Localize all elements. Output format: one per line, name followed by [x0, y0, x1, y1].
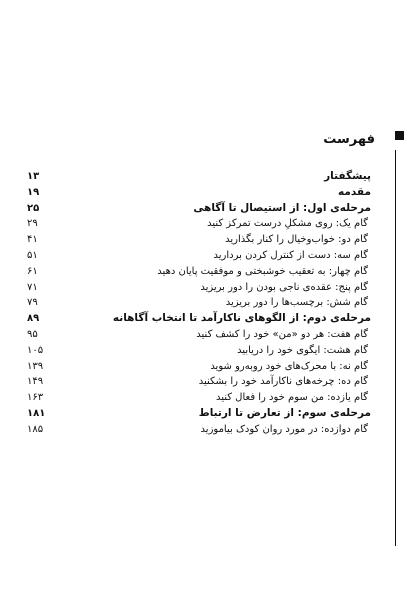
section-marker: [395, 131, 404, 140]
page-title: فهرست: [323, 132, 375, 147]
toc-page-number: ۱۸۵: [27, 423, 44, 435]
toc-page-number: ۷۹: [27, 297, 38, 309]
toc-step-row: [27, 232, 371, 248]
toc-page-number: ۲۹: [27, 218, 38, 230]
toc-page-number: ۱۶۳: [27, 392, 44, 404]
toc-entry-title: گام یازده: من سوم خود را فعال کنید: [215, 392, 368, 404]
toc-page-number: ۴۱: [27, 234, 38, 246]
toc-entry-title: پیشگفتار: [324, 170, 371, 182]
toc-step-row: [27, 359, 371, 375]
toc-page-number: ۱۰۵: [27, 344, 44, 356]
toc-entry-title: گام چهار: به تعقیب خوشبختی و موفقیت پایان دهید: [157, 265, 368, 277]
toc-entry-title: مرحله‌ی سوم: از تعارض تا ارتباط: [198, 406, 371, 419]
toc-step-row: [27, 280, 371, 296]
toc-step-row: [27, 295, 371, 311]
toc-entry-title: گام هفت: هر دو «من» خود را کشف کنید: [196, 328, 368, 340]
toc-entry-title: گام ده: چرخه‌های ناکارآمد خود را بشکنید: [198, 376, 368, 388]
toc-page-number: ۸۹: [27, 313, 40, 325]
toc-entry-title: مرحله‌ی دوم: از الگوهای ناکارآمد تا انتخاب آگاهانه: [112, 312, 371, 325]
toc-page-number: ۱۴۹: [27, 376, 44, 388]
toc-section-row: [27, 406, 371, 422]
toc-step-row: [27, 343, 371, 359]
toc-page-number: ۷۱: [27, 281, 38, 293]
toc-entry-title: گام دو: خواب‌وخیال را کنار بگذارید: [225, 234, 368, 246]
toc-section-row: [27, 185, 371, 201]
toc-entry-title: گام یک: روی مشکلِ درست تمرکز کنید: [207, 218, 368, 230]
toc-step-row: [27, 422, 371, 438]
toc-page-number: ۹۵: [27, 328, 38, 340]
toc-entry-title: مقدمه: [338, 185, 371, 198]
toc-entry-title: مرحله‌ی اول: از استیصال تا آگاهی: [193, 201, 371, 214]
toc-step-row: [27, 216, 371, 232]
toc-step-row: [27, 374, 371, 390]
toc-page-number: ۶۱: [27, 265, 38, 277]
toc-section-row: [27, 201, 371, 217]
toc-section-row: [27, 169, 371, 185]
toc-entry-title: گام دوازده: در مورد روان کودک بیاموزید: [200, 423, 368, 435]
table-of-contents: [27, 169, 371, 438]
toc-page-number: ۵۱: [27, 249, 38, 261]
toc-entry-title: گام سه: دست از کنترل کردن بردارید: [213, 249, 368, 261]
toc-step-row: [27, 264, 371, 280]
toc-step-row: [27, 248, 371, 264]
toc-page-number: ۱۸۱: [27, 407, 46, 419]
toc-entry-title: گام نه: با محرک‌های خود روبه‌رو شوید: [210, 360, 368, 372]
toc-entry-title: گام هشت: ایگوی خود را دریابید: [237, 344, 368, 356]
toc-page-number: ۱۳۹: [27, 360, 44, 372]
toc-entry-title: گام شش: برچسب‌ها را دور بریزید: [225, 297, 368, 309]
toc-section-row: [27, 311, 371, 327]
toc-page-number: ۱۳: [27, 171, 40, 182]
margin-rule: [395, 150, 396, 546]
toc-step-row: [27, 327, 371, 343]
toc-page-number: ۲۵: [27, 202, 40, 214]
toc-page-number: ۱۹: [27, 186, 40, 198]
toc-entry-title: گام پنج: عقده‌ی ناجی بودن را دور بریزید: [200, 281, 368, 293]
toc-step-row: [27, 390, 371, 406]
